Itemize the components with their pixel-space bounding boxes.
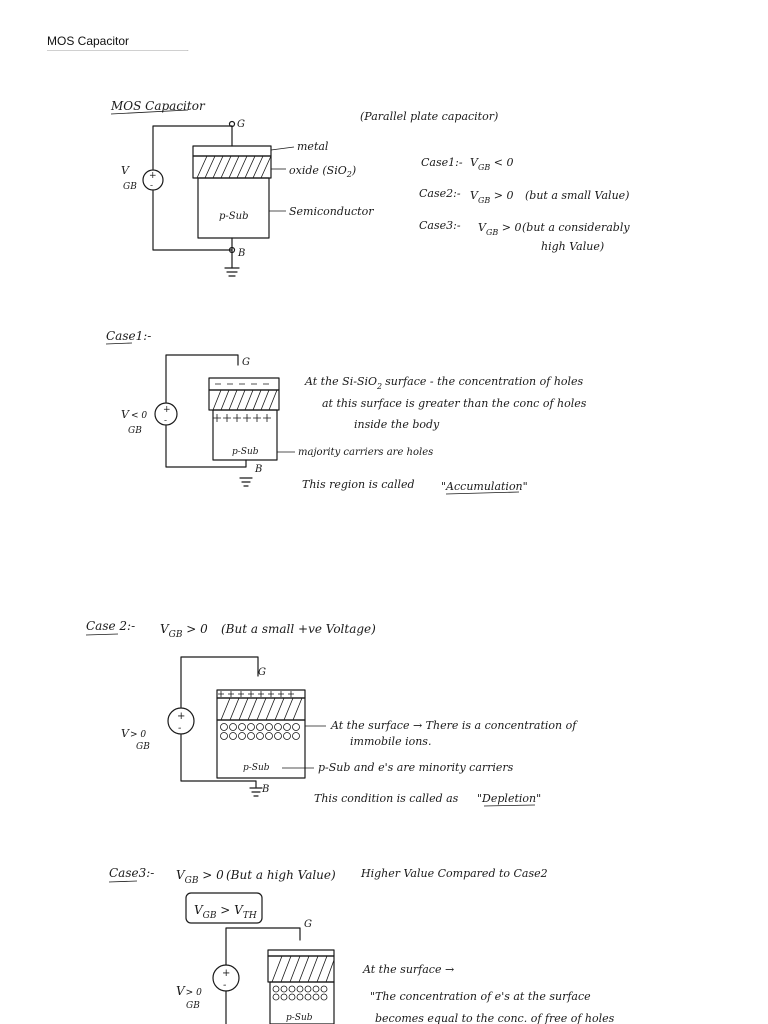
mos-case1-sub: GB <box>477 163 491 172</box>
case3-ion <box>321 994 327 1000</box>
case2-condition-note-name: "Depletion" <box>477 792 542 805</box>
mos-source-sub: GB <box>123 182 137 192</box>
case3-source-sub: GB <box>186 1001 200 1011</box>
case3-wire-top <box>226 928 300 965</box>
case3-heading-underline <box>109 881 137 882</box>
case2-ground-icon <box>250 788 262 796</box>
mos-case2-condition <box>470 189 513 205</box>
case2-surface-note-1: At the surface → There is a concentration of <box>331 719 577 732</box>
case3-condition <box>176 868 224 886</box>
case2-source-sub: GB <box>136 742 150 752</box>
case3-boxed-sub: GB <box>202 911 217 921</box>
case3-boxed-rest: > V <box>216 903 243 917</box>
mos-subtitle: (Parallel plate capacitor) <box>360 110 499 123</box>
case3-ion <box>313 994 319 1000</box>
case2-condition-note-prefix: This condition is called as <box>314 792 459 805</box>
case2-ion <box>266 733 273 740</box>
case1-note-line2: at this surface is greater than the conc of holes <box>322 397 587 410</box>
mos-case2-v: V <box>470 189 478 202</box>
mos-case2-extra: (but a small Value) <box>525 189 630 202</box>
case2-source-rel: > 0 <box>129 730 147 740</box>
case3-boxed-rest-sub: TH <box>242 911 257 921</box>
case3-substrate-label: p-Sub <box>286 1013 313 1023</box>
mos-case1-label: Case1:- <box>421 156 463 169</box>
case2-source-minus: - <box>178 723 182 734</box>
case3-oxide-hatch <box>272 956 334 982</box>
mos-substrate-label: p-Sub <box>219 211 249 222</box>
case2-ion <box>257 733 264 740</box>
case3-ion-layer <box>273 986 327 1000</box>
mos-oxide-label <box>289 164 356 179</box>
case1-source-plus: + <box>163 405 171 415</box>
case1-source-label <box>121 408 147 421</box>
mos-body-label: B <box>238 248 246 259</box>
case3-note-2: "The concentration of e's at the surface <box>370 990 591 1003</box>
case1-source-minus: - <box>164 416 168 426</box>
document-title-text: MOS Capacitor <box>47 34 130 48</box>
case2-condition <box>160 622 208 640</box>
case3-metal-layer <box>268 950 334 956</box>
case1-majority-note: majority carriers are holes <box>298 447 434 458</box>
mos-case3-extra: (but a considerably <box>522 221 630 234</box>
case2-ion <box>239 733 246 740</box>
case2-ion <box>230 733 237 740</box>
section-case2 <box>86 619 578 806</box>
mos-heading: MOS Capacitor <box>111 99 205 113</box>
case1-heading: Case1:- <box>106 329 152 343</box>
case2-depletion-ions <box>221 724 300 740</box>
mos-case3-condition <box>478 221 521 237</box>
case1-note-line1 <box>304 375 584 391</box>
case3-ion <box>305 994 311 1000</box>
section-mos-capacitor <box>110 99 630 276</box>
mos-metal-layer <box>193 146 271 156</box>
mos-metal-label: metal <box>297 140 329 153</box>
mos-case2-label: Case2:- <box>419 187 461 200</box>
case2-ion <box>221 724 228 731</box>
case2-ion <box>248 724 255 731</box>
mos-gate-label: G <box>237 119 245 130</box>
case3-source-label <box>176 984 202 998</box>
case3-note-1: At the surface → <box>363 963 455 976</box>
mos-case3-v: V <box>478 221 486 234</box>
mos-source-plus: + <box>149 171 157 181</box>
case2-wire-top <box>181 657 258 707</box>
case2-source-label <box>121 727 146 740</box>
case2-substrate-label: p-Sub <box>243 763 270 773</box>
case2-wire-bottom <box>181 735 256 787</box>
case2-source-v: V <box>121 727 129 740</box>
case2-ion <box>230 724 237 731</box>
mos-metal-arrow <box>271 147 294 150</box>
case2-heading-underline <box>86 634 118 635</box>
mos-case2-sub: GB <box>477 196 491 205</box>
case2-ion <box>293 724 300 731</box>
case1-source-sub: GB <box>128 426 142 436</box>
mos-oxide-layer <box>193 156 271 178</box>
mos-oxide-text: oxide (SiO <box>289 164 347 177</box>
case2-condition-underline <box>484 805 535 806</box>
case2-body-label: B <box>262 784 270 795</box>
case1-oxide-hatch <box>213 390 277 410</box>
case1-note-sub: 2 <box>377 382 383 391</box>
case3-ion <box>289 994 295 1000</box>
mos-case3-rest: > 0 <box>498 221 522 234</box>
case2-ion <box>275 733 282 740</box>
case3-condition-v: V <box>176 868 185 882</box>
case1-substrate-label: p-Sub <box>232 447 259 457</box>
case2-ion <box>266 724 273 731</box>
case2-heading: Case 2:- <box>86 619 136 633</box>
case1-hole-accumulation <box>213 414 271 422</box>
section-case3 <box>109 866 615 1024</box>
case3-source-plus: + <box>222 968 231 979</box>
case3-ion <box>289 986 295 992</box>
case2-ion <box>284 733 291 740</box>
case2-source-plus: + <box>177 711 186 722</box>
case3-note-3: becomes equal to the conc. of free of holes <box>375 1012 615 1024</box>
mos-oxide-hatch <box>197 156 271 178</box>
case3-boxed-text <box>194 903 257 921</box>
case3-ion <box>273 986 279 992</box>
case2-ion <box>257 724 264 731</box>
case2-surface-note-2: immobile ions. <box>350 735 432 748</box>
case2-metal-charges <box>218 691 294 697</box>
mos-case3-sub: GB <box>485 228 499 237</box>
mos-semiconductor-label: Semiconductor <box>289 205 374 218</box>
section-case1 <box>106 329 587 494</box>
case3-heading: Case3:- <box>109 866 155 880</box>
case2-condition-sub: GB <box>168 630 183 640</box>
case3-ion <box>313 986 319 992</box>
case1-body-label: B <box>255 464 263 475</box>
case2-ion <box>284 724 291 731</box>
case1-region-prefix: This region is called <box>302 478 415 491</box>
case2-ion <box>275 724 282 731</box>
case3-ion <box>297 986 303 992</box>
case2-oxide-hatch <box>221 698 302 720</box>
case3-ion <box>281 986 287 992</box>
case1-source-rel: < 0 <box>130 411 148 421</box>
case2-ion <box>239 724 246 731</box>
case1-gate-label: G <box>242 357 250 368</box>
case1-note-line3: inside the body <box>354 418 440 431</box>
mos-case3-label: Case3:- <box>419 219 461 232</box>
case3-ion <box>297 994 303 1000</box>
mos-case2-rest: > 0 <box>490 189 514 202</box>
mos-case1-v: V <box>470 156 478 169</box>
mos-ground-icon <box>225 268 239 276</box>
mos-source-label: V <box>121 164 129 177</box>
case2-condition-extra: (But a small +ve Voltage) <box>221 622 376 636</box>
mos-case1-condition <box>470 156 513 172</box>
mos-case1-rest: < 0 <box>490 156 514 169</box>
case3-compare-note: Higher Value Compared to Case2 <box>361 867 548 880</box>
case3-condition-extra: (But a high Value) <box>226 868 336 882</box>
case2-condition-v: V <box>160 622 169 636</box>
case2-ion <box>248 733 255 740</box>
case2-gate-label: G <box>258 667 266 678</box>
case1-heading-underline <box>106 343 132 344</box>
mos-case3-extra-2: high Value) <box>541 240 605 253</box>
case2-condition-rest: > 0 <box>182 622 208 636</box>
case3-ion <box>321 986 327 992</box>
case1-note-b: surface - the concentration of holes <box>385 375 584 388</box>
case3-ion <box>305 986 311 992</box>
case2-carrier-note: p-Sub and e's are minority carriers <box>318 761 514 774</box>
case1-ground-icon <box>240 478 252 486</box>
case3-ion <box>281 994 287 1000</box>
case3-source-rel: > 0 <box>185 988 202 998</box>
case3-source-minus: - <box>223 980 227 991</box>
mos-oxide-sub: 2 <box>346 170 352 179</box>
case3-source-v: V <box>176 984 185 998</box>
case2-ion <box>293 733 300 740</box>
case3-condition-rest: > 0 <box>198 868 224 882</box>
case3-oxide-layer <box>268 956 334 982</box>
case2-ion <box>221 733 228 740</box>
case1-region-name: "Accumulation" <box>441 480 528 493</box>
case3-ion <box>273 994 279 1000</box>
mos-substrate <box>198 178 269 238</box>
case1-source-v: V <box>121 408 129 421</box>
mos-oxide-close: ) <box>351 164 357 177</box>
case3-condition-sub: GB <box>184 876 199 886</box>
case3-gate-label: G <box>304 919 312 930</box>
title-dot: . <box>186 43 189 53</box>
mos-source-minus: - <box>150 181 154 191</box>
case3-boxed-v: V <box>194 903 203 917</box>
case1-note-a: At the Si-SiO <box>305 375 378 388</box>
